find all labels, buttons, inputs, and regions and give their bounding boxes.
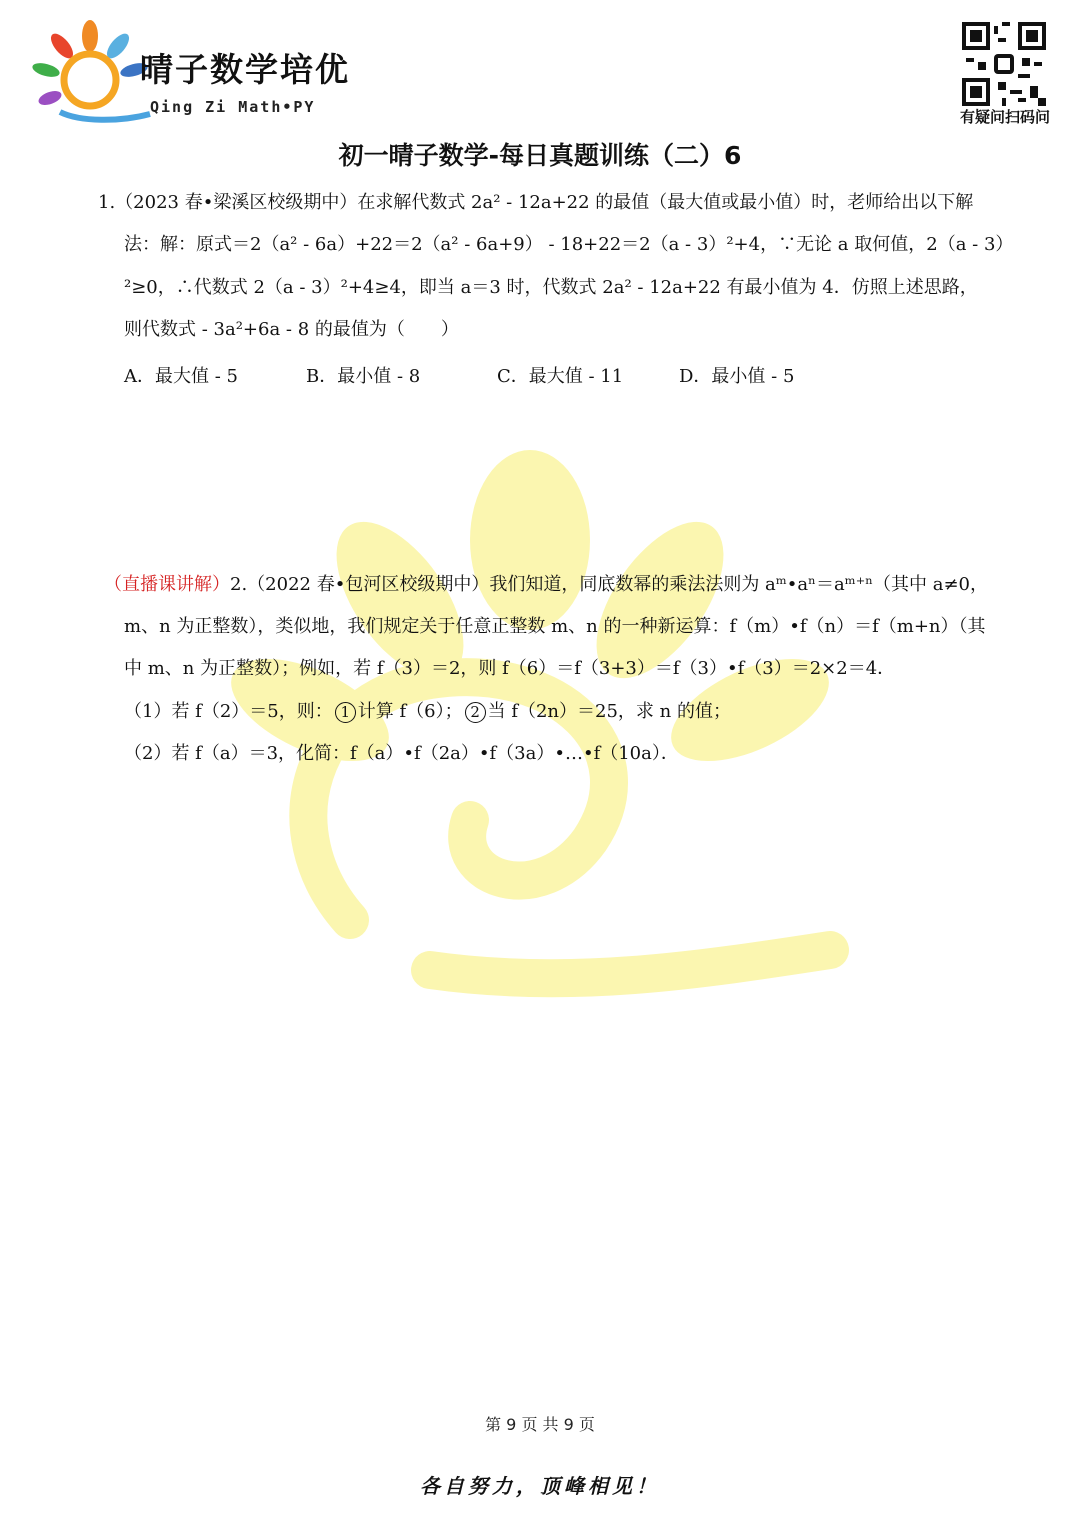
q1-option-a[interactable]: A．最大值 - 5 [124, 366, 238, 387]
circled-number-2: 2 [465, 702, 486, 723]
q2-line-3: 中 m、n 为正整数）；例如，若 f（3）＝2，则 f（6）＝f（3+3）＝f（3）•f（3）＝2×2＝4． [124, 658, 896, 679]
page-title: 初一晴子数学-每日真题训练（二）6 [338, 141, 742, 170]
q1-line-2: 法：解：原式＝2（a² - 6a）+22＝2（a² - 6a+9） - 18+22＝2（a - 3）²+4，∵无论 a 取何值，2（a - 3） [124, 234, 1014, 255]
q1-option-d[interactable]: D．最小值 - 5 [679, 366, 795, 387]
q1-option-c[interactable]: C．最大值 - 11 [497, 366, 624, 387]
q2-part-1: （1）若 f（2）＝5，则： 1 计算 f（6）； 2 当 f（2n）＝25，求 n 的值； [124, 701, 731, 722]
brand-name: 晴子数学培优 [140, 50, 350, 89]
q2-part-2: （2）若 f（a）＝3，化简：f（a）•f（2a）•f（3a）•…•f（10a）． [124, 743, 679, 764]
slogan: 各自努力，顶峰相见！ [420, 1474, 660, 1498]
q1-line-4: 则代数式 - 3a²+6a - 8 的最值为（ ） [124, 319, 459, 340]
watermark-logo [230, 450, 850, 1010]
q1-line-3: ²≥0，∴代数式 2（a - 3）²+4≥4，即当 a＝3 时，代数式 2a² - 12a+22 有最小值为 4．仿照上述思路， [124, 277, 978, 298]
q1-option-b[interactable]: B．最小值 - 8 [306, 366, 421, 387]
page-number: 第 9 页 共 9 页 [485, 1415, 595, 1434]
brand-name-en: Qing Zi Math•PY [150, 98, 316, 116]
qr-code-icon [962, 22, 1046, 106]
live-lecture-tag: （直播课讲解） [104, 574, 230, 595]
q1-line-1: 1.（2023 春•梁溪区校级期中）在求解代数式 2a² - 12a+22 的最值（最大值或最小值）时，老师给出以下解 [98, 192, 974, 213]
circled-number-1: 1 [335, 702, 356, 723]
qr-caption: 有疑问扫码问 [959, 108, 1050, 126]
q2-line-1: 2.（2022 春•包河区校级期中）我们知道，同底数幂的乘法法则为 aᵐ•aⁿ＝aᵐ⁺ⁿ（其中 a≠0， [230, 574, 988, 595]
q2-line-2: m、n 为正整数），类似地，我们规定关于任意正整数 m、n 的一种新运算：f（m）•f（n）＝f（m+n）（其 [124, 616, 986, 637]
